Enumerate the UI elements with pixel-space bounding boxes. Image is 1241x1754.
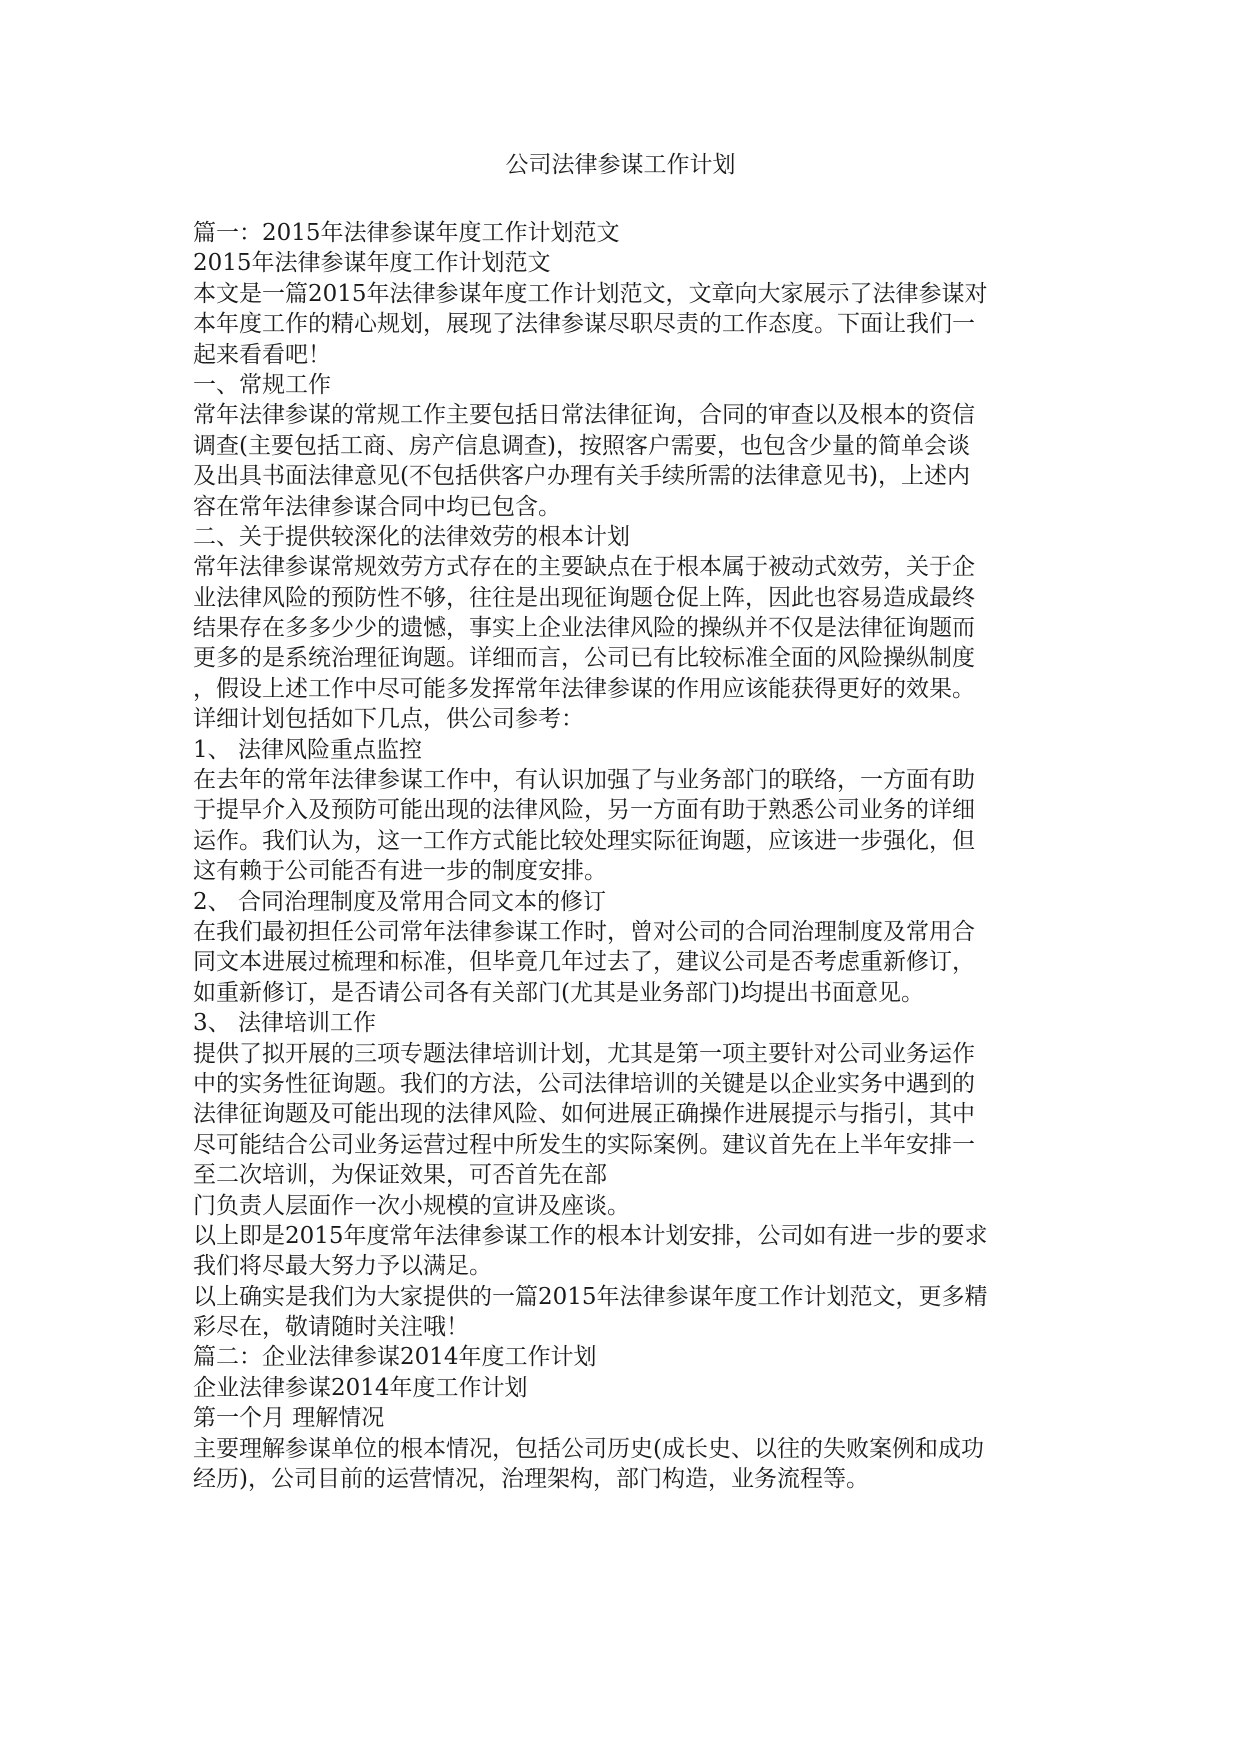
- body-line: 提供了拟开展的三项专题法律培训计划，尤其是第一项主要针对公司业务运作: [193, 1040, 975, 1067]
- body-line: 法律征询题及可能出现的法律风险、如何进展正确操作进展提示与指引，其中: [193, 1101, 975, 1128]
- document-title: 公司法律参谋工作计划: [505, 152, 736, 178]
- body-line: 2015年法律参谋年度工作计划范文: [193, 250, 551, 277]
- body-line: 本文是一篇2015年法律参谋年度工作计划范文，文章向大家展示了法律参谋对: [193, 280, 988, 307]
- body-line: 我们将尽最大努力予以满足。: [193, 1253, 492, 1280]
- body-line: 起来看看吧！: [193, 341, 331, 368]
- body-line: 二、关于提供较深化的法律效劳的根本计划: [193, 523, 630, 550]
- body-line: 主要理解参谋单位的根本情况，包括公司历史(成长史、以往的失败案例和成功: [193, 1435, 984, 1462]
- body-line: 一、常规工作: [193, 371, 331, 398]
- body-line: 运作。我们认为，这一工作方式能比较处理实际征询题，应该进一步强化，但: [193, 827, 975, 854]
- body-line: 以上即是2015年度常年法律参谋工作的根本计划安排，公司如有进一步的要求: [193, 1222, 988, 1249]
- body-line: 篇一：2015年法律参谋年度工作计划范文: [193, 220, 620, 246]
- body-line: 门负责人层面作一次小规模的宣讲及座谈。: [193, 1192, 630, 1219]
- body-line: 于提早介入及预防可能出现的法律风险，另一方面有助于熟悉公司业务的详细: [193, 797, 975, 824]
- body-line: 常年法律参谋常规效劳方式存在的主要缺点在于根本属于被动式效劳，关于企: [193, 554, 975, 581]
- body-line: 1、 法律风险重点监控: [193, 736, 422, 763]
- body-line: 调查(主要包括工商、房产信息调查)，按照客户需要，也包含少量的简单会谈: [193, 432, 970, 459]
- body-line: 常年法律参谋的常规工作主要包括日常法律征询，合同的审查以及根本的资信: [193, 402, 975, 429]
- body-line: 结果存在多多少少的遗憾，事实上企业法律风险的操纵并不仅是法律征询题而: [193, 615, 975, 642]
- body-line: 更多的是系统治理征询题。详细而言，公司已有比较标准全面的风险操纵制度: [193, 645, 975, 672]
- body-line: 以上确实是我们为大家提供的一篇2015年法律参谋年度工作计划范文，更多精: [193, 1283, 988, 1310]
- body-line: ，假设上述工作中尽可能多发挥常年法律参谋的作用应该能获得更好的效果。: [193, 675, 975, 702]
- body-line: 经历)，公司目前的运营情况，治理架构，部门构造，业务流程等。: [193, 1466, 869, 1493]
- document-body: [193, 218, 1049, 1494]
- body-line: 详细计划包括如下几点，供公司参考：: [193, 706, 584, 733]
- body-line: 容在常年法律参谋合同中均已包含。: [193, 493, 561, 520]
- body-line: 本年度工作的精心规划，展现了法律参谋尽职尽责的工作态度。下面让我们一: [193, 311, 975, 338]
- body-line: 这有赖于公司能否有进一步的制度安排。: [193, 858, 607, 885]
- body-line: 2、 合同治理制度及常用合同文本的修订: [193, 888, 606, 915]
- body-line: 业法律风险的预防性不够，往往是出现征询题仓促上阵，因此也容易造成最终: [193, 584, 975, 611]
- body-line: 第一个月 理解情况: [193, 1405, 385, 1432]
- body-line: 3、 法律培训工作: [193, 1010, 376, 1037]
- body-line: 尽可能结合公司业务运营过程中所发生的实际案例。建议首先在上半年安排一: [193, 1131, 975, 1158]
- body-line: 篇二：企业法律参谋2014年度工作计划: [193, 1344, 597, 1371]
- body-line: 在我们最初担任公司常年法律参谋工作时，曾对公司的合同治理制度及常用合: [193, 918, 975, 945]
- body-line: 中的实务性征询题。我们的方法，公司法律培训的关键是以企业实务中遇到的: [193, 1070, 975, 1097]
- body-line: 同文本进展过梳理和标准，但毕竟几年过去了，建议公司是否考虑重新修订，: [193, 949, 975, 976]
- body-line: 彩尽在，敬请随时关注哦！: [193, 1314, 469, 1341]
- body-line: 如重新修订，是否请公司各有关部门(尤其是业务部门)均提出书面意见。: [193, 979, 924, 1006]
- body-line: 在去年的常年法律参谋工作中，有认识加强了与业务部门的联络，一方面有助: [193, 767, 975, 794]
- body-line: 及出具书面法律意见(不包括供客户办理有关手续所需的法律意见书)，上述内: [193, 463, 970, 490]
- body-line: 至二次培训，为保证效果，可否首先在部: [193, 1162, 607, 1189]
- body-line: 企业法律参谋2014年度工作计划: [193, 1374, 528, 1401]
